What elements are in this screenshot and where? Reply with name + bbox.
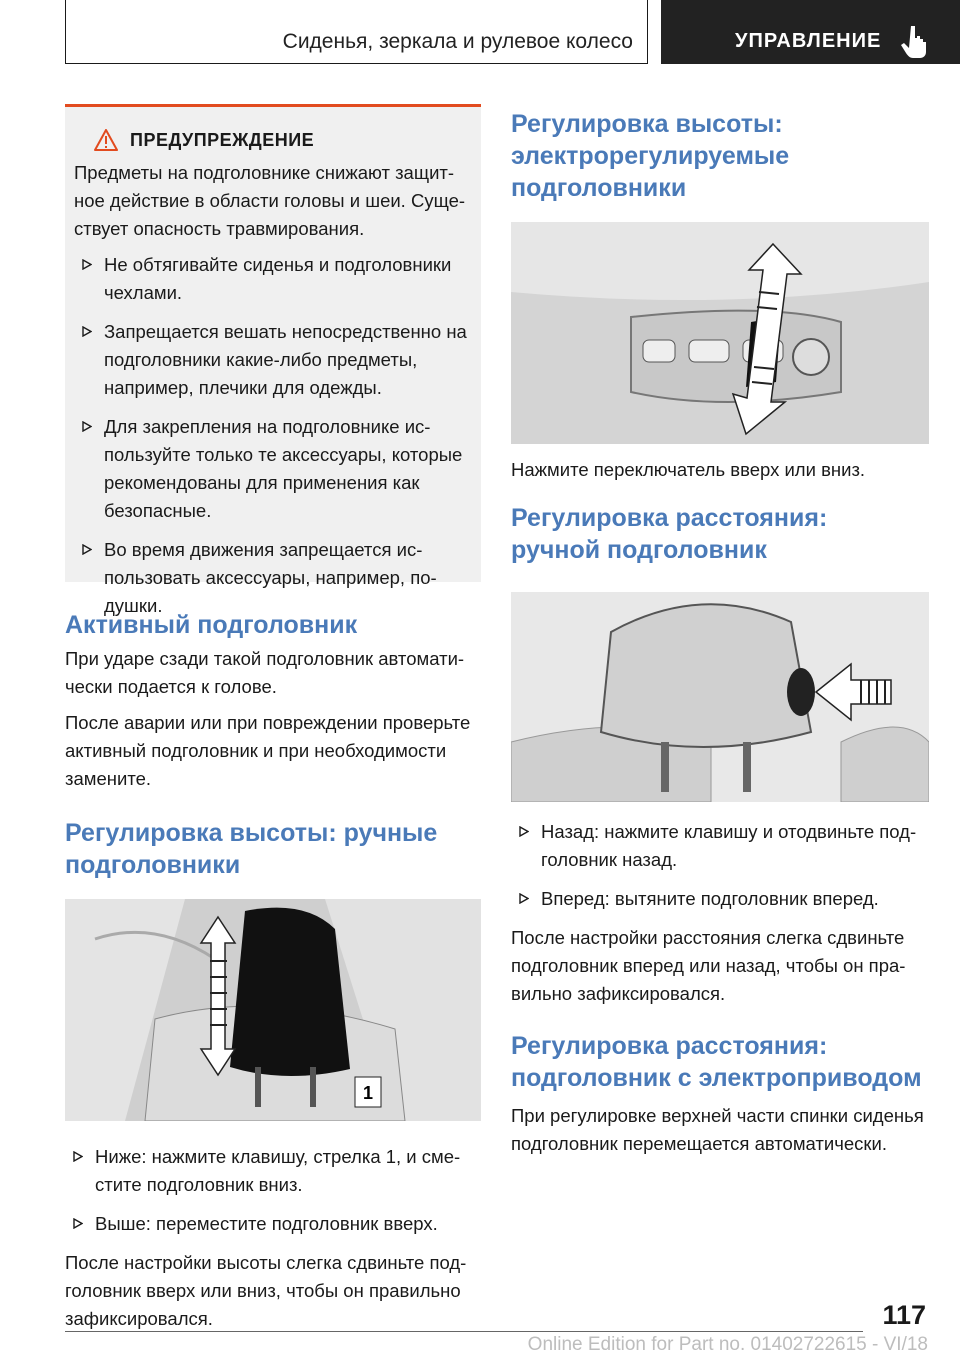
electric-height-figure <box>511 222 929 444</box>
triangle-bullet-icon <box>82 259 92 270</box>
electric-height-caption: Нажмите переключатель вверх или вниз. <box>511 459 866 480</box>
list-item-text: Во время движения запрещается использовать аксессуары, например, подушки. <box>104 539 437 616</box>
list-item <box>74 318 467 402</box>
manual-height-text: После настройки высоты слегка сдвиньте подголовник вверх или вниз, чтобы он правильно зафиксировался. <box>65 1252 467 1329</box>
electric-height-heading: Регулировка высоты: электрорегулируемые подголовники <box>511 110 790 202</box>
list-item <box>511 818 929 874</box>
triangle-bullet-icon <box>82 421 92 432</box>
list-item <box>511 885 929 913</box>
headrest-side-illustration <box>511 592 929 802</box>
triangle-bullet-icon <box>82 544 92 555</box>
electric-distance-text: При регулировке верхней части спинки сиденья подголовник перемещается автоматически. <box>511 1105 924 1154</box>
manual-height-heading: Регулировка высоты: ручные подголовники <box>65 819 438 879</box>
triangle-bullet-icon <box>519 826 529 837</box>
warning-box <box>65 104 481 616</box>
right-column <box>511 104 929 1158</box>
list-item <box>65 1210 481 1238</box>
active-headrest-text-1: При ударе сзади такой подголовник автоматически подается к голове. <box>65 648 465 697</box>
footer-edition: Online Edition for Part no. 01402722615 - VI/18 <box>527 1334 928 1355</box>
manual-headrest-illustration <box>65 899 481 1121</box>
manual-distance-list <box>511 818 929 913</box>
warning-list <box>74 251 467 620</box>
manual-distance-figure <box>511 592 929 802</box>
manual-distance-heading: Регулировка расстояния: ручной подголовник <box>511 504 828 564</box>
active-headrest-heading: Активный подголовник <box>65 611 358 639</box>
header-section-box <box>65 0 648 64</box>
list-item <box>74 251 467 307</box>
left-column <box>65 104 481 1333</box>
list-item-text: Запрещается вешать непосредственно на подголовники какие-либо предметы, например, плечики для одежды. <box>104 321 467 398</box>
page-number: 117 <box>882 1300 926 1330</box>
triangle-bullet-icon <box>73 1151 83 1162</box>
electric-distance-heading: Регулировка расстояния: подголовник с электроприводом <box>511 1032 922 1092</box>
header-chapter-tab[interactable] <box>661 0 960 64</box>
list-item <box>74 413 467 525</box>
list-item-text: Для закрепления на подголовнике используйте только те аксессуары, которые рекомендованы для применения как безопасные. <box>104 416 463 521</box>
pointing-hand-icon <box>896 22 932 58</box>
list-item <box>65 1143 481 1199</box>
warning-header <box>94 129 467 151</box>
manual-height-figure <box>65 899 481 1121</box>
figure-callout-1: 1 <box>362 1083 374 1103</box>
triangle-bullet-icon <box>82 326 92 337</box>
triangle-bullet-icon <box>73 1218 83 1229</box>
list-item-text: Ниже: нажмите клавишу, стрелка 1, и сместите подголовник вниз. <box>95 1146 461 1195</box>
manual-distance-text: После настройки расстояния слегка сдвиньте подголовник вперед или назад, чтобы он правильно зафиксировался. <box>511 927 906 1004</box>
warning-title: ПРЕДУПРЕЖДЕНИЕ <box>130 129 315 150</box>
list-item-text: Не обтягивайте сиденья и подголовники чехлами. <box>104 254 452 303</box>
footer-rule <box>65 1331 863 1332</box>
list-item-text: Назад: нажмите клавишу и отодвиньте подголовник назад. <box>541 821 917 870</box>
manual-height-list <box>65 1143 481 1238</box>
list-item <box>74 536 467 620</box>
section-title: Сиденья, зеркала и рулевое колесо <box>282 30 633 53</box>
warning-text: Предметы на подголовнике снижают защитное действие в области головы и шеи. Существует опасность травмирования. <box>74 162 466 239</box>
active-headrest-text-2: После аварии или при повреждении проверьте активный подголовник и при необходимости замените. <box>65 712 471 789</box>
warning-triangle-icon <box>94 129 118 151</box>
triangle-bullet-icon <box>519 893 529 904</box>
chapter-title: УПРАВЛЕНИЕ <box>735 30 882 52</box>
seat-switch-illustration <box>511 222 929 444</box>
list-item-text: Вперед: вытяните подголовник вперед. <box>541 888 879 909</box>
list-item-text: Выше: переместите подголовник вверх. <box>95 1213 438 1234</box>
